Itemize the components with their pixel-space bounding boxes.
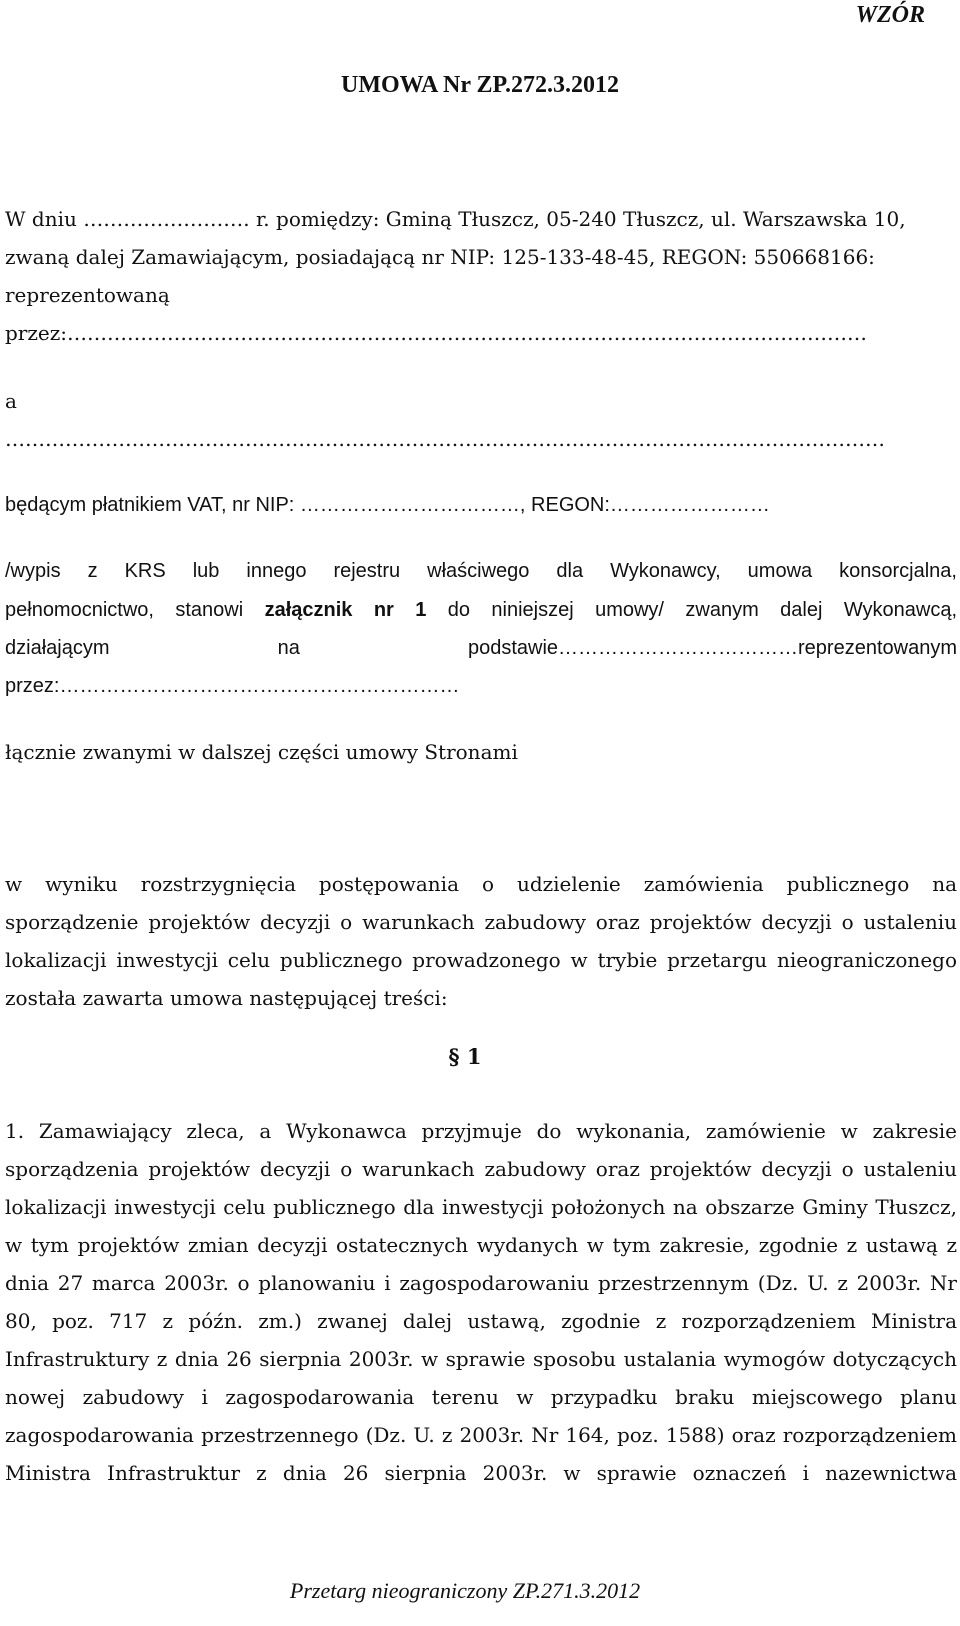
contractor-vat-line: będącym płatnikiem VAT, nr NIP: ……………………………, REGON:……………………	[5, 494, 770, 516]
parties-line-3: reprezentowaną	[5, 283, 170, 307]
clause-line-4: w tym projektów zmian decyzji ostatecznych wydanych w tym zakresie, zgodnie z ustawą z	[5, 1233, 957, 1257]
intro-line-2: sporządzenie projektów decyzji o warunkach zabudowy oraz projektów decyzji o ustaleniu	[5, 910, 957, 934]
intro-line-4: została zawarta umowa następującej treści:	[5, 986, 448, 1010]
intro-line-3: lokalizacji inwestycji celu publicznego prowadzonego w trybie przetargu nieograniczonego	[5, 948, 957, 972]
template-label: WZÓR	[855, 2, 925, 28]
parties-line-5: a	[5, 389, 17, 413]
clause-line-10: Ministra Infrastruktur z dnia 26 sierpnia 2003r. w sprawie oznaczeń i nazewnictwa	[5, 1461, 957, 1485]
clause-line-7: Infrastruktury z dnia 26 sierpnia 2003r. w sprawie sposobu ustalania wymogów dotyczących	[5, 1347, 957, 1371]
contract-title: UMOWA Nr ZP.272.3.2012	[340, 72, 619, 98]
krs-line-3-a: działającym	[5, 637, 110, 659]
clause-line-2: sporządzenia projektów decyzji o warunkach zabudowy oraz projektów decyzji o ustaleniu	[5, 1157, 957, 1181]
parties-summary: łącznie zwanymi w dalszej części umowy Stronami	[5, 740, 518, 764]
krs-line-2-a: pełnomocnictwo, stanowi	[5, 599, 265, 621]
section-heading: § 1	[448, 1044, 482, 1069]
parties-line-4: przez:…………………………………………………………………………………………………………	[5, 321, 868, 345]
parties-line-2: zwaną dalej Zamawiającym, posiadającą nr NIP: 125-133-48-45, REGON: 550668166:	[5, 245, 875, 269]
clause-line-9: zagospodarowania przestrzennego (Dz. U. z 2003r. Nr 164, poz. 1588) oraz rozporządzeniem	[5, 1423, 957, 1447]
page-footer: Przetarg nieograniczony ZP.271.3.2012	[289, 1578, 641, 1603]
krs-line-2-c: do niniejszej umowy/ zwanym dalej Wykonawcą,	[426, 599, 958, 621]
krs-line-1: /wypis z KRS lub innego rejestru właściwego dla Wykonawcy, umowa konsorcjalna,	[5, 560, 957, 582]
clause-line-3: lokalizacji inwestycji celu publicznego dla inwestycji położonych na obszarze Gminy Tłuszcz,	[5, 1195, 957, 1219]
krs-line-2	[5, 591, 957, 630]
krs-line-3-c: podstawie………………………………reprezentowanym	[467, 637, 957, 659]
krs-line-3	[5, 629, 957, 668]
clause-line-6: 80, poz. 717 z późn. zm.) zwanej dalej ustawą, zgodnie z rozporządzeniem Ministra	[5, 1309, 957, 1333]
clause-line-5: dnia 27 marca 2003r. o planowaniu i zagospodarowaniu przestrzennym (Dz. U. z 2003r. Nr	[5, 1271, 957, 1295]
intro-line-1: w wyniku rozstrzygnięcia postępowania o udzielenie zamówienia publicznego na	[5, 872, 957, 896]
attachment-reference: załącznik nr 1	[264, 599, 427, 621]
krs-line-3-b: na	[277, 637, 300, 659]
parties-line-1: W dniu ……………………. r. pomiędzy: Gminą Tłuszcz, 05-240 Tłuszcz, ul. Warszawska 10,	[5, 207, 906, 231]
clause-line-8: nowej zabudowy i zagospodarowania terenu w przypadku braku miejscowego planu	[5, 1385, 957, 1409]
krs-line-4: przez:……………………………………………………	[5, 675, 460, 697]
parties-line-6: ……………………………………………………………………………………………………………………	[5, 427, 885, 451]
clause-line-1: 1. Zamawiający zleca, a Wykonawca przyjmuje do wykonania, zamówienie w zakresie	[5, 1119, 957, 1143]
